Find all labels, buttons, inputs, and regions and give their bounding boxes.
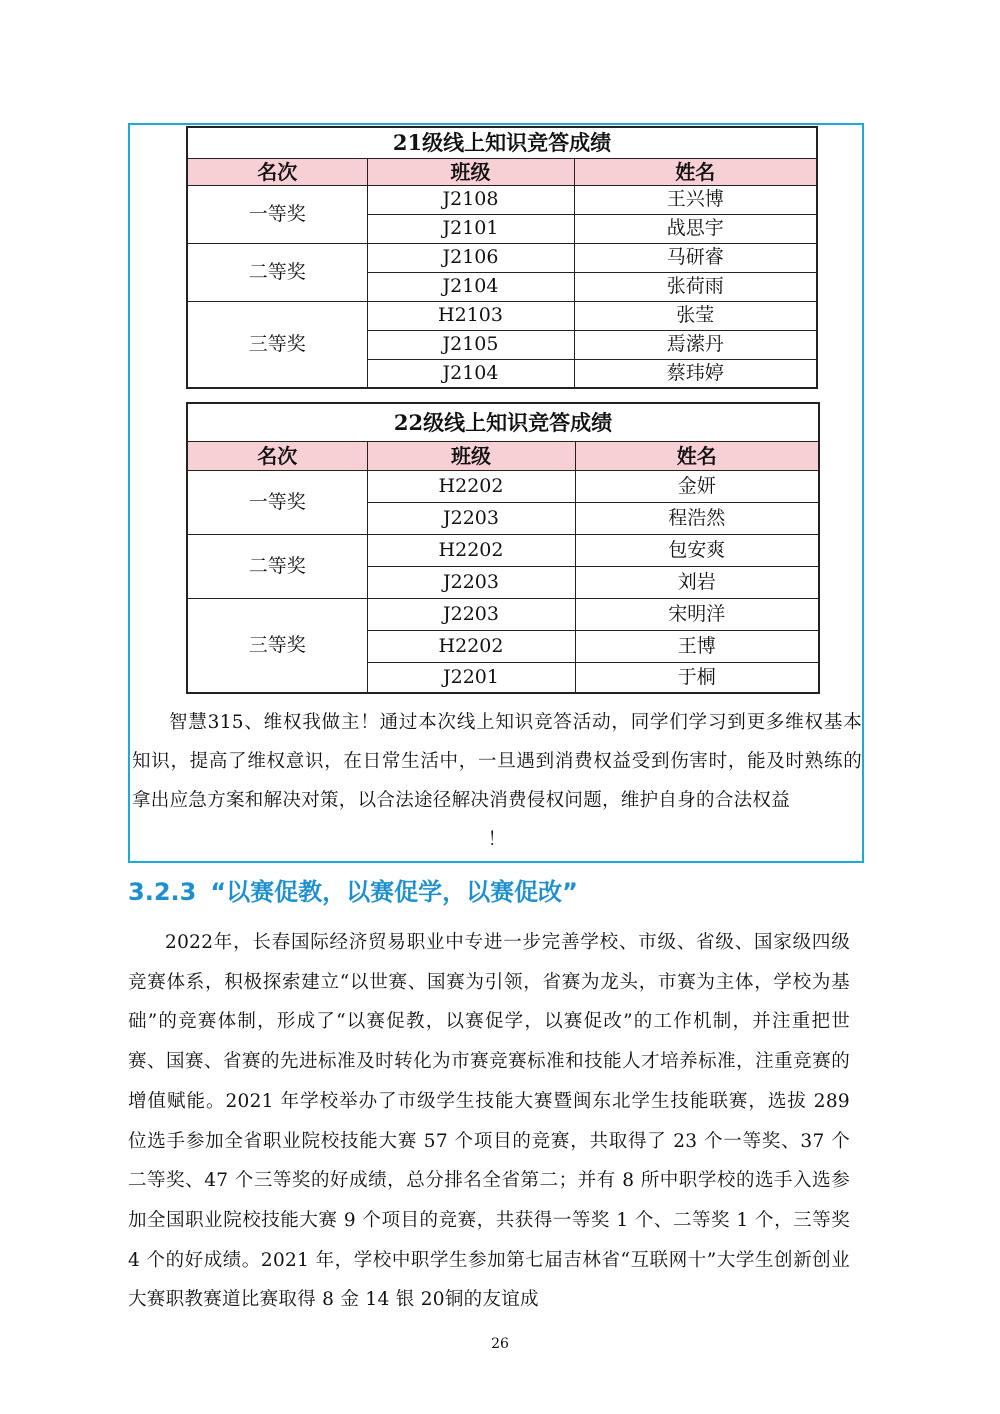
rank-cell: 三等奖	[187, 301, 367, 388]
summary-text: 智慧315、维权我做主！通过本次线上知识竞答活动，同学们学习到更多维权基本知识，提高了维权意识，在日常生活中，一旦遇到消费权益受到伤害时，能及时熟练的拿出应急方案和解决对策，以合法途径解决消费侵权问题，维护自身的合法权益	[132, 712, 862, 811]
class-cell: H2103	[367, 301, 574, 330]
name-cell: 刘岩	[575, 566, 819, 598]
class-cell: J2104	[367, 272, 574, 301]
table-row	[187, 534, 819, 566]
class-cell: J2105	[367, 330, 574, 359]
section-number: 3.2.3	[128, 878, 197, 906]
name-cell: 王博	[575, 630, 819, 662]
column-header-name: 姓名	[575, 441, 819, 470]
column-header-rank: 名次	[187, 158, 367, 185]
class-cell: J2203	[367, 566, 575, 598]
name-cell: 金妍	[575, 470, 819, 502]
class-cell: J2106	[367, 243, 574, 272]
table-row	[187, 185, 817, 214]
name-cell: 战思宇	[574, 214, 817, 243]
rank-cell: 一等奖	[187, 470, 367, 534]
table-row	[187, 243, 817, 272]
column-header-class: 班级	[367, 441, 575, 470]
name-cell: 程浩然	[575, 502, 819, 534]
rank-cell: 三等奖	[187, 598, 367, 693]
table-21-scores	[186, 126, 818, 389]
class-cell: J2203	[367, 598, 575, 630]
table-row	[187, 598, 819, 630]
name-cell: 宋明洋	[575, 598, 819, 630]
name-cell: 于桐	[575, 662, 819, 693]
activity-summary	[132, 703, 862, 859]
table-row	[187, 301, 817, 330]
name-cell: 包安爽	[575, 534, 819, 566]
column-header-class: 班级	[367, 158, 574, 185]
class-cell: H2202	[367, 630, 575, 662]
rank-cell: 二等奖	[187, 534, 367, 598]
name-cell: 马研睿	[574, 243, 817, 272]
summary-end: ！	[487, 829, 507, 850]
name-cell: 蔡玮婷	[574, 359, 817, 388]
class-cell: J2108	[367, 185, 574, 214]
table-title: 22级线上知识竞答成绩	[187, 403, 819, 441]
column-header-rank: 名次	[187, 441, 367, 470]
table-22-scores	[186, 402, 820, 694]
page-number: 26	[491, 1336, 509, 1352]
table-row	[187, 470, 819, 502]
name-cell: 焉潆丹	[574, 330, 817, 359]
class-cell: H2202	[367, 534, 575, 566]
rank-cell: 一等奖	[187, 185, 367, 243]
name-cell: 张莹	[574, 301, 817, 330]
class-cell: J2203	[367, 502, 575, 534]
body-paragraph: 2022年，长春国际经济贸易职业中专进一步完善学校、市级、省级、国家级四级竞赛体系，积极探索建立“以世赛、国赛为引领，省赛为龙头，市赛为主体，学校为基础”的竞赛体制，形成了“以赛促教，以赛促学，以赛促改”的工作机制，并注重把世赛、国赛、省赛的先进标准及时转化为市赛竞赛标准和技能人才培养标准，注重竞赛的增值赋能。2021 年学校举办了市级学生技能大赛暨闽东北学生技能联赛，选拔 289 位选手参加全省职业院校技能大赛 57 个项目的竞赛，共取得了 23 个一等奖、37 个二等奖、47 个三等奖的好成绩，总分排名全省第二；并有 8 所中职学校的选手入选参加全国职业院校技能大赛 9 个项目的竞赛，共获得一等奖 1 个、二等奖 1 个，三等奖 4 个的好成绩。2021 年，学校中职学生参加第七届吉林省“互联网十”大学生创新创业大赛职教赛道比赛取得 8 金 14 银 20铜的友谊成	[128, 932, 850, 1311]
class-cell: J2104	[367, 359, 574, 388]
section-heading	[128, 872, 578, 907]
name-cell: 张荷雨	[574, 272, 817, 301]
name-cell: 王兴博	[574, 185, 817, 214]
section-title: “以赛促教，以赛促学，以赛促改”	[210, 878, 578, 906]
class-cell: H2202	[367, 470, 575, 502]
class-cell: J2101	[367, 214, 574, 243]
rank-cell: 二等奖	[187, 243, 367, 301]
column-header-name: 姓名	[574, 158, 817, 185]
class-cell: J2201	[367, 662, 575, 693]
table-title: 21级线上知识竞答成绩	[187, 127, 817, 158]
